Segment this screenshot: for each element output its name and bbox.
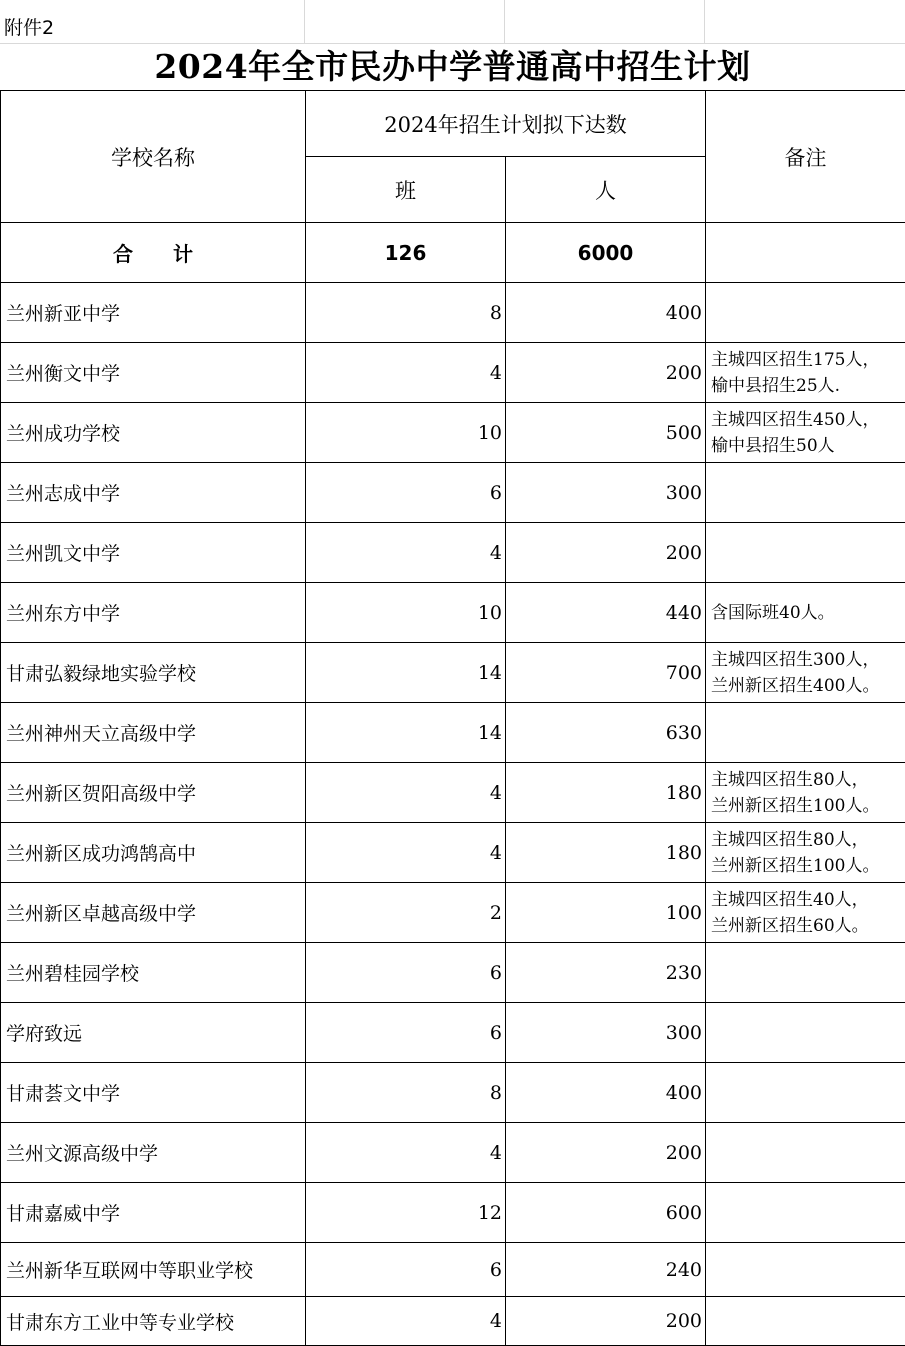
school-name-cell: 兰州碧桂园学校: [1, 943, 306, 1003]
classes-header: 班: [306, 157, 506, 223]
remarks-cell: [706, 523, 905, 583]
remarks-cell: [706, 943, 905, 1003]
people-cell: 300: [506, 1003, 706, 1063]
total-remarks: [706, 223, 905, 283]
remarks-cell: 主城四区招生175人， 榆中县招生25人.: [706, 343, 905, 403]
table-row: [1, 283, 905, 343]
school-name-cell: 兰州新亚中学: [1, 283, 306, 343]
classes-cell: 6: [306, 1243, 506, 1297]
remarks-cell: [706, 703, 905, 763]
table-row: [1, 403, 905, 463]
classes-cell: 2: [306, 883, 506, 943]
classes-cell: 6: [306, 943, 506, 1003]
remarks-cell: [706, 463, 905, 523]
remarks-cell: [706, 1297, 905, 1346]
table-row: [1, 643, 905, 703]
classes-cell: 4: [306, 823, 506, 883]
page-title: 2024年全市民办中学普通高中招生计划: [0, 44, 905, 90]
classes-cell: 10: [306, 583, 506, 643]
table-row: [1, 1243, 905, 1297]
table-row: [1, 343, 905, 403]
classes-cell: 4: [306, 343, 506, 403]
people-header: 人: [506, 157, 706, 223]
classes-cell: 8: [306, 1063, 506, 1123]
school-name-header: 学校名称: [1, 91, 306, 223]
people-cell: 180: [506, 763, 706, 823]
people-cell: 180: [506, 823, 706, 883]
classes-cell: 12: [306, 1183, 506, 1243]
school-name-cell: 兰州志成中学: [1, 463, 306, 523]
people-cell: 200: [506, 343, 706, 403]
total-people: 6000: [506, 223, 706, 283]
total-label: 合 计: [1, 223, 306, 283]
classes-cell: 4: [306, 523, 506, 583]
school-name-cell: 兰州新华互联网中等职业学校: [1, 1243, 306, 1297]
classes-cell: 4: [306, 763, 506, 823]
remarks-cell: 主城四区招生80人， 兰州新区招生100人。: [706, 763, 905, 823]
people-cell: 440: [506, 583, 706, 643]
header-row-1: [1, 91, 905, 157]
school-name-cell: 兰州衡文中学: [1, 343, 306, 403]
total-classes: 126: [306, 223, 506, 283]
table-row: [1, 943, 905, 1003]
spreadsheet-gridlines: [0, 0, 905, 44]
people-cell: 230: [506, 943, 706, 1003]
table-row: [1, 463, 905, 523]
classes-cell: 10: [306, 403, 506, 463]
classes-cell: 4: [306, 1123, 506, 1183]
people-cell: 400: [506, 1063, 706, 1123]
school-name-cell: 甘肃弘毅绿地实验学校: [1, 643, 306, 703]
school-name-cell: 学府致远: [1, 1003, 306, 1063]
classes-cell: 14: [306, 703, 506, 763]
table-row: [1, 583, 905, 643]
table-row: [1, 703, 905, 763]
people-cell: 400: [506, 283, 706, 343]
remarks-cell: 主城四区招生40人， 兰州新区招生60人。: [706, 883, 905, 943]
remarks-cell: [706, 1183, 905, 1243]
total-row: [1, 223, 905, 283]
people-cell: 240: [506, 1243, 706, 1297]
remarks-cell: [706, 1063, 905, 1123]
school-name-cell: 兰州成功学校: [1, 403, 306, 463]
school-name-cell: 兰州新区卓越高级中学: [1, 883, 306, 943]
people-cell: 200: [506, 1123, 706, 1183]
remarks-cell: [706, 1123, 905, 1183]
school-name-cell: 兰州文源高级中学: [1, 1123, 306, 1183]
table-row: [1, 1003, 905, 1063]
remarks-header: 备注: [706, 91, 905, 223]
school-name-cell: 兰州新区成功鸿鹄高中: [1, 823, 306, 883]
people-cell: 630: [506, 703, 706, 763]
school-name-cell: 甘肃荟文中学: [1, 1063, 306, 1123]
school-name-cell: 兰州新区贺阳高级中学: [1, 763, 306, 823]
table-row: [1, 763, 905, 823]
classes-cell: 6: [306, 463, 506, 523]
people-cell: 100: [506, 883, 706, 943]
people-cell: 300: [506, 463, 706, 523]
table-row: [1, 823, 905, 883]
remarks-cell: 主城四区招生80人， 兰州新区招生100人。: [706, 823, 905, 883]
people-cell: 700: [506, 643, 706, 703]
enrollment-table: [0, 90, 905, 1346]
school-name-cell: 兰州神州天立高级中学: [1, 703, 306, 763]
people-cell: 200: [506, 523, 706, 583]
school-name-cell: 甘肃东方工业中等专业学校: [1, 1297, 306, 1346]
remarks-cell: 主城四区招生300人， 兰州新区招生400人。: [706, 643, 905, 703]
school-name-cell: 兰州东方中学: [1, 583, 306, 643]
table-row: [1, 1297, 905, 1346]
classes-cell: 8: [306, 283, 506, 343]
table-row: [1, 1123, 905, 1183]
classes-cell: 14: [306, 643, 506, 703]
people-cell: 200: [506, 1297, 706, 1346]
remarks-cell: [706, 1003, 905, 1063]
classes-cell: 4: [306, 1297, 506, 1346]
people-cell: 600: [506, 1183, 706, 1243]
remarks-cell: [706, 1243, 905, 1297]
remarks-cell: 含国际班40人。: [706, 583, 905, 643]
remarks-cell: 主城四区招生450人， 榆中县招生50人: [706, 403, 905, 463]
people-cell: 500: [506, 403, 706, 463]
school-name-cell: 兰州凯文中学: [1, 523, 306, 583]
attachment-label: 附件2: [4, 17, 54, 39]
remarks-cell: [706, 283, 905, 343]
table-row: [1, 883, 905, 943]
table-row: [1, 1183, 905, 1243]
table-row: [1, 523, 905, 583]
school-name-cell: 甘肃嘉威中学: [1, 1183, 306, 1243]
table-row: [1, 1063, 905, 1123]
classes-cell: 6: [306, 1003, 506, 1063]
plan-group-header: 2024年招生计划拟下达数: [306, 91, 706, 157]
